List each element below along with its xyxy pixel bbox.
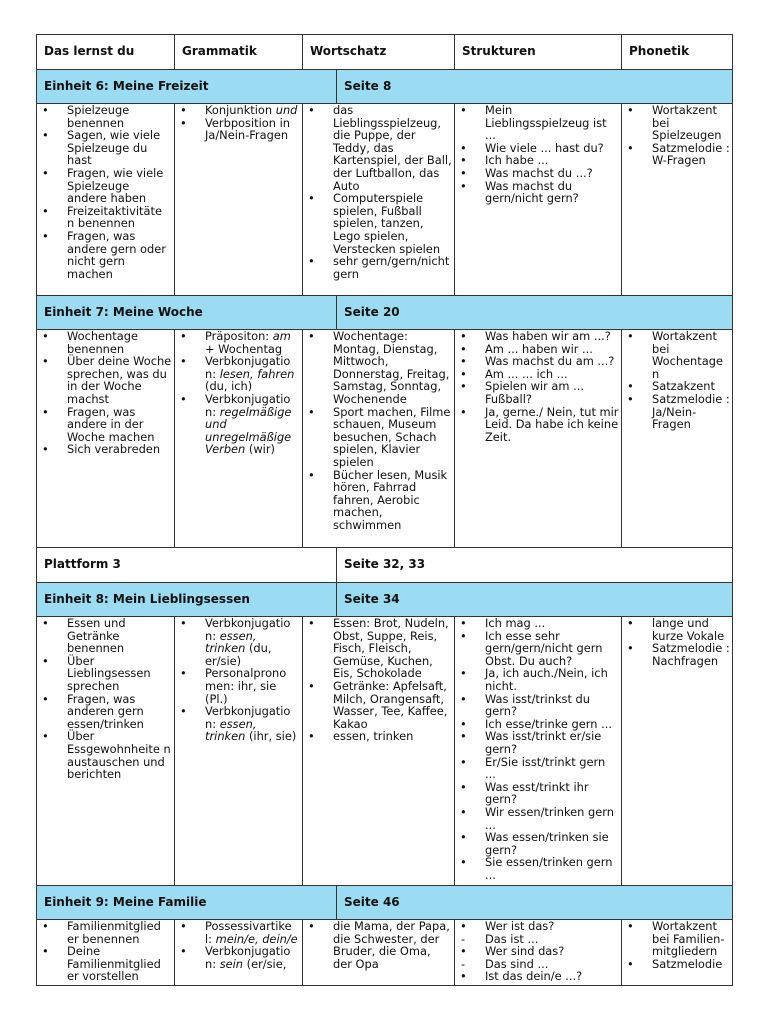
content-row-einheit-9: [37, 920, 733, 986]
list-item: • Sport machen, Filme schauen, Museum besuchen, Schach spielen, Klavier spielen: [303, 406, 454, 469]
cell-das-lernst-du: [37, 330, 175, 547]
bullet-list: [37, 617, 174, 781]
list-item: - Das ist ...: [455, 933, 621, 946]
cell-strukturen: [455, 920, 622, 985]
list-item: • die Mama, der Papa, die Schwester, der Bruder, die Oma, der Opa: [303, 920, 454, 970]
header-phonetik: Phonetik: [622, 35, 733, 69]
cell-grammatik: [175, 617, 303, 885]
list-item: • sehr gern/gern/nicht gern: [303, 255, 454, 280]
list-item: • das Lieblingsspielzeug, die Puppe, der Teddy, das Kartenspiel, der Ball, der Luftballon, das Auto: [303, 104, 454, 192]
list-item: • Fragen, was andere in der Woche machen: [37, 406, 174, 444]
list-item: • Satzmelodie : W-Fragen: [622, 142, 732, 167]
list-item: • Verbkonjugatio n: lesen, fahren (du, ich): [175, 355, 302, 393]
list-item: • Wortakzent bei Wochentage n: [622, 330, 732, 380]
list-item: • Wir essen/trinken gern ...: [455, 806, 621, 831]
list-item: • Verbkonjugatio n: essen, trinken (du, er/sie): [175, 617, 302, 667]
header-grammatik: Grammatik: [175, 35, 303, 69]
bullet-list: [622, 617, 732, 667]
list-item: • Fragen, wie viele Spielzeuge andere haben: [37, 167, 174, 205]
bullet-list: [37, 104, 174, 280]
plattform-page: Seite 32, 33: [337, 548, 733, 582]
cell-grammatik: [175, 330, 303, 547]
list-item: • Satzmelodie : Ja/Nein-Fragen: [622, 393, 732, 431]
list-item: • Am ... ... ich ...: [455, 368, 621, 381]
section-row-einheit-9: [37, 886, 733, 920]
header-strukturen: Strukturen: [455, 35, 622, 69]
content-row-einheit-6: [37, 104, 733, 296]
list-item: • lange und kurze Vokale: [622, 617, 732, 642]
list-item: • Was machst du gern/nicht gern?: [455, 180, 621, 205]
content-row-einheit-8: [37, 617, 733, 886]
bullet-list: [303, 330, 454, 532]
list-item: • Ich esse/trinke gern ...: [455, 718, 621, 731]
bullet-list: [303, 617, 454, 743]
bullet-list: [175, 920, 302, 970]
bullet-list: [455, 617, 621, 881]
bullet-list: [455, 920, 621, 983]
section-page: Seite 8: [337, 70, 733, 103]
list-item: • Präpositon: am + Wochentag: [175, 330, 302, 355]
list-item: • Essen und Getränke benennen: [37, 617, 174, 655]
cell-das-lernst-du: [37, 617, 175, 885]
list-item: • Deine Familienmitglied er vorstellen: [37, 945, 174, 983]
header-das-lernst-du: Das lernst du: [37, 35, 175, 69]
list-item: • Familienmitglied er benennen: [37, 920, 174, 945]
list-item: • Computerspiele spielen, Fußball spielen, tanzen, Lego spielen, Verstecken spielen: [303, 192, 454, 255]
cell-grammatik: [175, 104, 303, 295]
list-item: • Wer ist das?: [455, 920, 621, 933]
cell-das-lernst-du: [37, 104, 175, 295]
list-item: • Satzmelodie : Nachfragen: [622, 642, 732, 667]
bullet-list: [303, 104, 454, 280]
list-item: • Konjunktion und: [175, 104, 302, 117]
section-title: Einheit 8: Mein Lieblingsessen: [37, 583, 337, 616]
list-item: • Was haben wir am ...?: [455, 330, 621, 343]
list-item: • Verbkonjugatio n: essen, trinken (ihr, sie): [175, 705, 302, 743]
section-title: Einheit 6: Meine Freizeit: [37, 70, 337, 103]
cell-grammatik: [175, 920, 303, 985]
section-row-einheit-7: [37, 296, 733, 330]
list-item: • Was machst du am ...?: [455, 355, 621, 368]
list-item: - Das sind ...: [455, 958, 621, 971]
cell-strukturen: [455, 330, 622, 547]
list-item: • Verbkonjugatio n: sein (er/sie,: [175, 945, 302, 970]
cell-wortschatz: [303, 104, 455, 295]
list-item: • Bücher lesen, Musik hören, Fahrrad fahren, Aerobic machen, schwimmen: [303, 469, 454, 532]
list-item: • Spielzeuge benennen: [37, 104, 174, 129]
section-page: Seite 34: [337, 583, 733, 616]
curriculum-document: [36, 34, 732, 986]
list-item: • Verbkonjugatio n: regelmäßige und unregelmäßige Verben (wir): [175, 393, 302, 456]
list-item: • Ich habe ...: [455, 154, 621, 167]
section-page: Seite 20: [337, 296, 733, 329]
list-item: • Fragen, was andere gern oder nicht gern machen: [37, 230, 174, 280]
content-row-einheit-7: [37, 330, 733, 548]
bullet-list: [175, 104, 302, 142]
list-item: • Wortakzent bei Familien-mitgliedern: [622, 920, 732, 958]
cell-das-lernst-du: [37, 920, 175, 985]
bullet-list: [622, 104, 732, 167]
bullet-list: [175, 617, 302, 743]
list-item: • Freizeitaktivitäte n benennen: [37, 205, 174, 230]
cell-wortschatz: [303, 920, 455, 985]
list-item: • Was isst/trinkst du gern?: [455, 693, 621, 718]
list-item: • Am ... haben wir ...: [455, 343, 621, 356]
cell-phonetik: [622, 330, 733, 547]
section-row-einheit-6: [37, 70, 733, 104]
bullet-list: [622, 920, 732, 970]
list-item: • Wie viele ... hast du?: [455, 142, 621, 155]
list-item: • Mein Lieblingsspielzeug ist ...: [455, 104, 621, 142]
list-item: • Wochentage: Montag, Dienstag, Mittwoch, Donnerstag, Freitag, Samstag, Sonntag, Wochenende: [303, 330, 454, 406]
list-item: • Satzakzent: [622, 380, 732, 393]
list-item: • Was isst/trinkt er/sie gern?: [455, 730, 621, 755]
list-item: • Fragen, was anderen gern essen/trinken: [37, 693, 174, 731]
table-header-row: [37, 35, 733, 70]
list-item: • Satzmelodie: [622, 958, 732, 971]
list-item: • Ich esse sehr gern/gern/nicht gern Obst. Du auch?: [455, 630, 621, 668]
cell-strukturen: [455, 104, 622, 295]
list-item: • Sie essen/trinken gern ...: [455, 856, 621, 881]
bullet-list: [455, 330, 621, 443]
cell-strukturen: [455, 617, 622, 885]
bullet-list: [37, 920, 174, 983]
list-item: • Ja, gerne./ Nein, tut mir Leid. Da habe ich keine Zeit.: [455, 406, 621, 444]
cell-phonetik: [622, 104, 733, 295]
section-row-einheit-8: [37, 583, 733, 617]
list-item: • Er/Sie isst/trinkt gern ...: [455, 756, 621, 781]
list-item: • Verbposition in Ja/Nein-Fragen: [175, 117, 302, 142]
cell-phonetik: [622, 617, 733, 885]
list-item: • Was esst/trinkt ihr gern?: [455, 781, 621, 806]
list-item: • Ist das dein/e ...?: [455, 970, 621, 983]
list-item: • Essen: Brot, Nudeln, Obst, Suppe, Reis, Fisch, Fleisch, Gemüse, Kuchen, Eis, Schokolade: [303, 617, 454, 680]
list-item: • Sagen, wie viele Spielzeuge du hast: [37, 129, 174, 167]
section-page: Seite 46: [337, 886, 733, 919]
bullet-list: [455, 104, 621, 205]
list-item: • Wortakzent bei Spielzeugen: [622, 104, 732, 142]
list-item: • Was machst du ...?: [455, 167, 621, 180]
cell-wortschatz: [303, 330, 455, 547]
list-item: • Getränke: Apfelsaft, Milch, Orangensaft, Wasser, Tee, Kaffee, Kakao: [303, 680, 454, 730]
list-item: • Spielen wir am ... Fußball?: [455, 380, 621, 405]
list-item: • Sich verabreden: [37, 443, 174, 456]
section-title: Einheit 7: Meine Woche: [37, 296, 337, 329]
list-item: • Wochentage benennen: [37, 330, 174, 355]
list-item: • Was essen/trinken sie gern?: [455, 831, 621, 856]
plattform-title: Plattform 3: [37, 548, 337, 582]
section-title: Einheit 9: Meine Familie: [37, 886, 337, 919]
list-item: • Über deine Woche sprechen, was du in der Woche machst: [37, 355, 174, 405]
bullet-list: [175, 330, 302, 456]
plattform-row: [37, 548, 733, 583]
list-item: • Über Lieblingsessen sprechen: [37, 655, 174, 693]
bullet-list: [303, 920, 454, 970]
header-wortschatz: Wortschatz: [303, 35, 455, 69]
bullet-list: [37, 330, 174, 456]
list-item: • Ich mag ...: [455, 617, 621, 630]
list-item: • essen, trinken: [303, 730, 454, 743]
cell-phonetik: [622, 920, 733, 985]
list-item: • Über Essgewohnheite n austauschen und berichten: [37, 730, 174, 780]
bullet-list: [622, 330, 732, 431]
list-item: • Ja, ich auch./Nein, ich nicht.: [455, 667, 621, 692]
cell-wortschatz: [303, 617, 455, 885]
list-item: • Personalprono men: ihr, sie (Pl.): [175, 667, 302, 705]
list-item: • Wer sind das?: [455, 945, 621, 958]
curriculum-table: [36, 34, 733, 986]
list-item: • Possessivartike l: mein/e, dein/e: [175, 920, 302, 945]
